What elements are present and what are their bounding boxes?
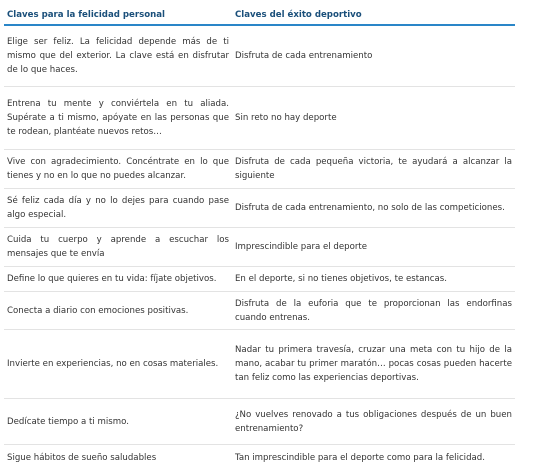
cell-personal: Sigue hábitos de sueño saludables — [7, 452, 157, 463]
cell-personal: Invierte en experiencias, no en cosas materiales. — [7, 359, 219, 369]
cell-deportivo: ¿No vuelves renovado a tus obligaciones después de un buen entrenamiento? — [235, 409, 512, 434]
table-row — [4, 330, 515, 399]
cell-deportivo: Imprescindible para el deporte — [235, 242, 368, 252]
comparison-table — [4, 6, 515, 470]
table-row — [4, 189, 515, 228]
cell-deportivo: Disfruta de la euforia que te proporcionan las endorfinas cuando entrenas. — [235, 298, 512, 323]
cell-personal: Define lo que quieres en tu vida: fíjate objetivos. — [7, 274, 217, 284]
table-header-row — [4, 6, 515, 26]
cell-personal: Cuida tu cuerpo y aprende a escuchar los mensajes que te envía — [7, 235, 229, 259]
cell-personal: Elige ser feliz. La felicidad depende más de ti mismo que del exterior. La clave está en disfrutar de lo que haces. — [7, 37, 229, 75]
table-row — [4, 445, 515, 470]
cell-personal: Entrena tu mente y conviértela en tu aliada. Supérate a ti mismo, apóyate en las personas que te rodean, plantéate nuevos retos… — [7, 99, 229, 137]
header-personal: Claves para la felicidad personal — [7, 10, 165, 20]
table-row — [4, 292, 515, 330]
table-row — [4, 399, 515, 445]
table-row — [4, 267, 515, 292]
table-row — [4, 150, 515, 189]
cell-deportivo: Sin reto no hay deporte — [235, 113, 337, 123]
cell-deportivo: Nadar tu primera travesía, cruzar una meta con tu hijo de la mano, acabar tu primer maratón… pocas cosas pueden hacerte tan feliz como las experiencias deportivas. — [235, 345, 512, 383]
cell-deportivo: Disfruta de cada entrenamiento, no solo de las competiciones. — [235, 203, 505, 213]
cell-personal: Conecta a diario con emociones positivas. — [7, 305, 189, 316]
cell-deportivo: Disfruta de cada pequeña victoria, te ayudará a alcanzar la siguiente — [235, 157, 512, 181]
cell-personal: Dedícate tiempo a ti mismo. — [7, 416, 129, 427]
cell-deportivo: En el deporte, si no tienes objetivos, te estancas. — [235, 274, 448, 284]
table-row — [4, 87, 515, 150]
header-deportivo: Claves del éxito deportivo — [235, 10, 362, 20]
table-row — [4, 228, 515, 267]
table-row — [4, 26, 515, 87]
cell-personal: Sé feliz cada día y no lo dejes para cuando pase algo especial. — [7, 196, 229, 220]
cell-deportivo: Disfruta de cada entrenamiento — [235, 51, 373, 61]
cell-personal: Vive con agradecimiento. Concéntrate en lo que tienes y no en lo que no puedes alcanzar. — [7, 157, 229, 181]
cell-deportivo: Tan imprescindible para el deporte como para la felicidad. — [235, 452, 485, 463]
